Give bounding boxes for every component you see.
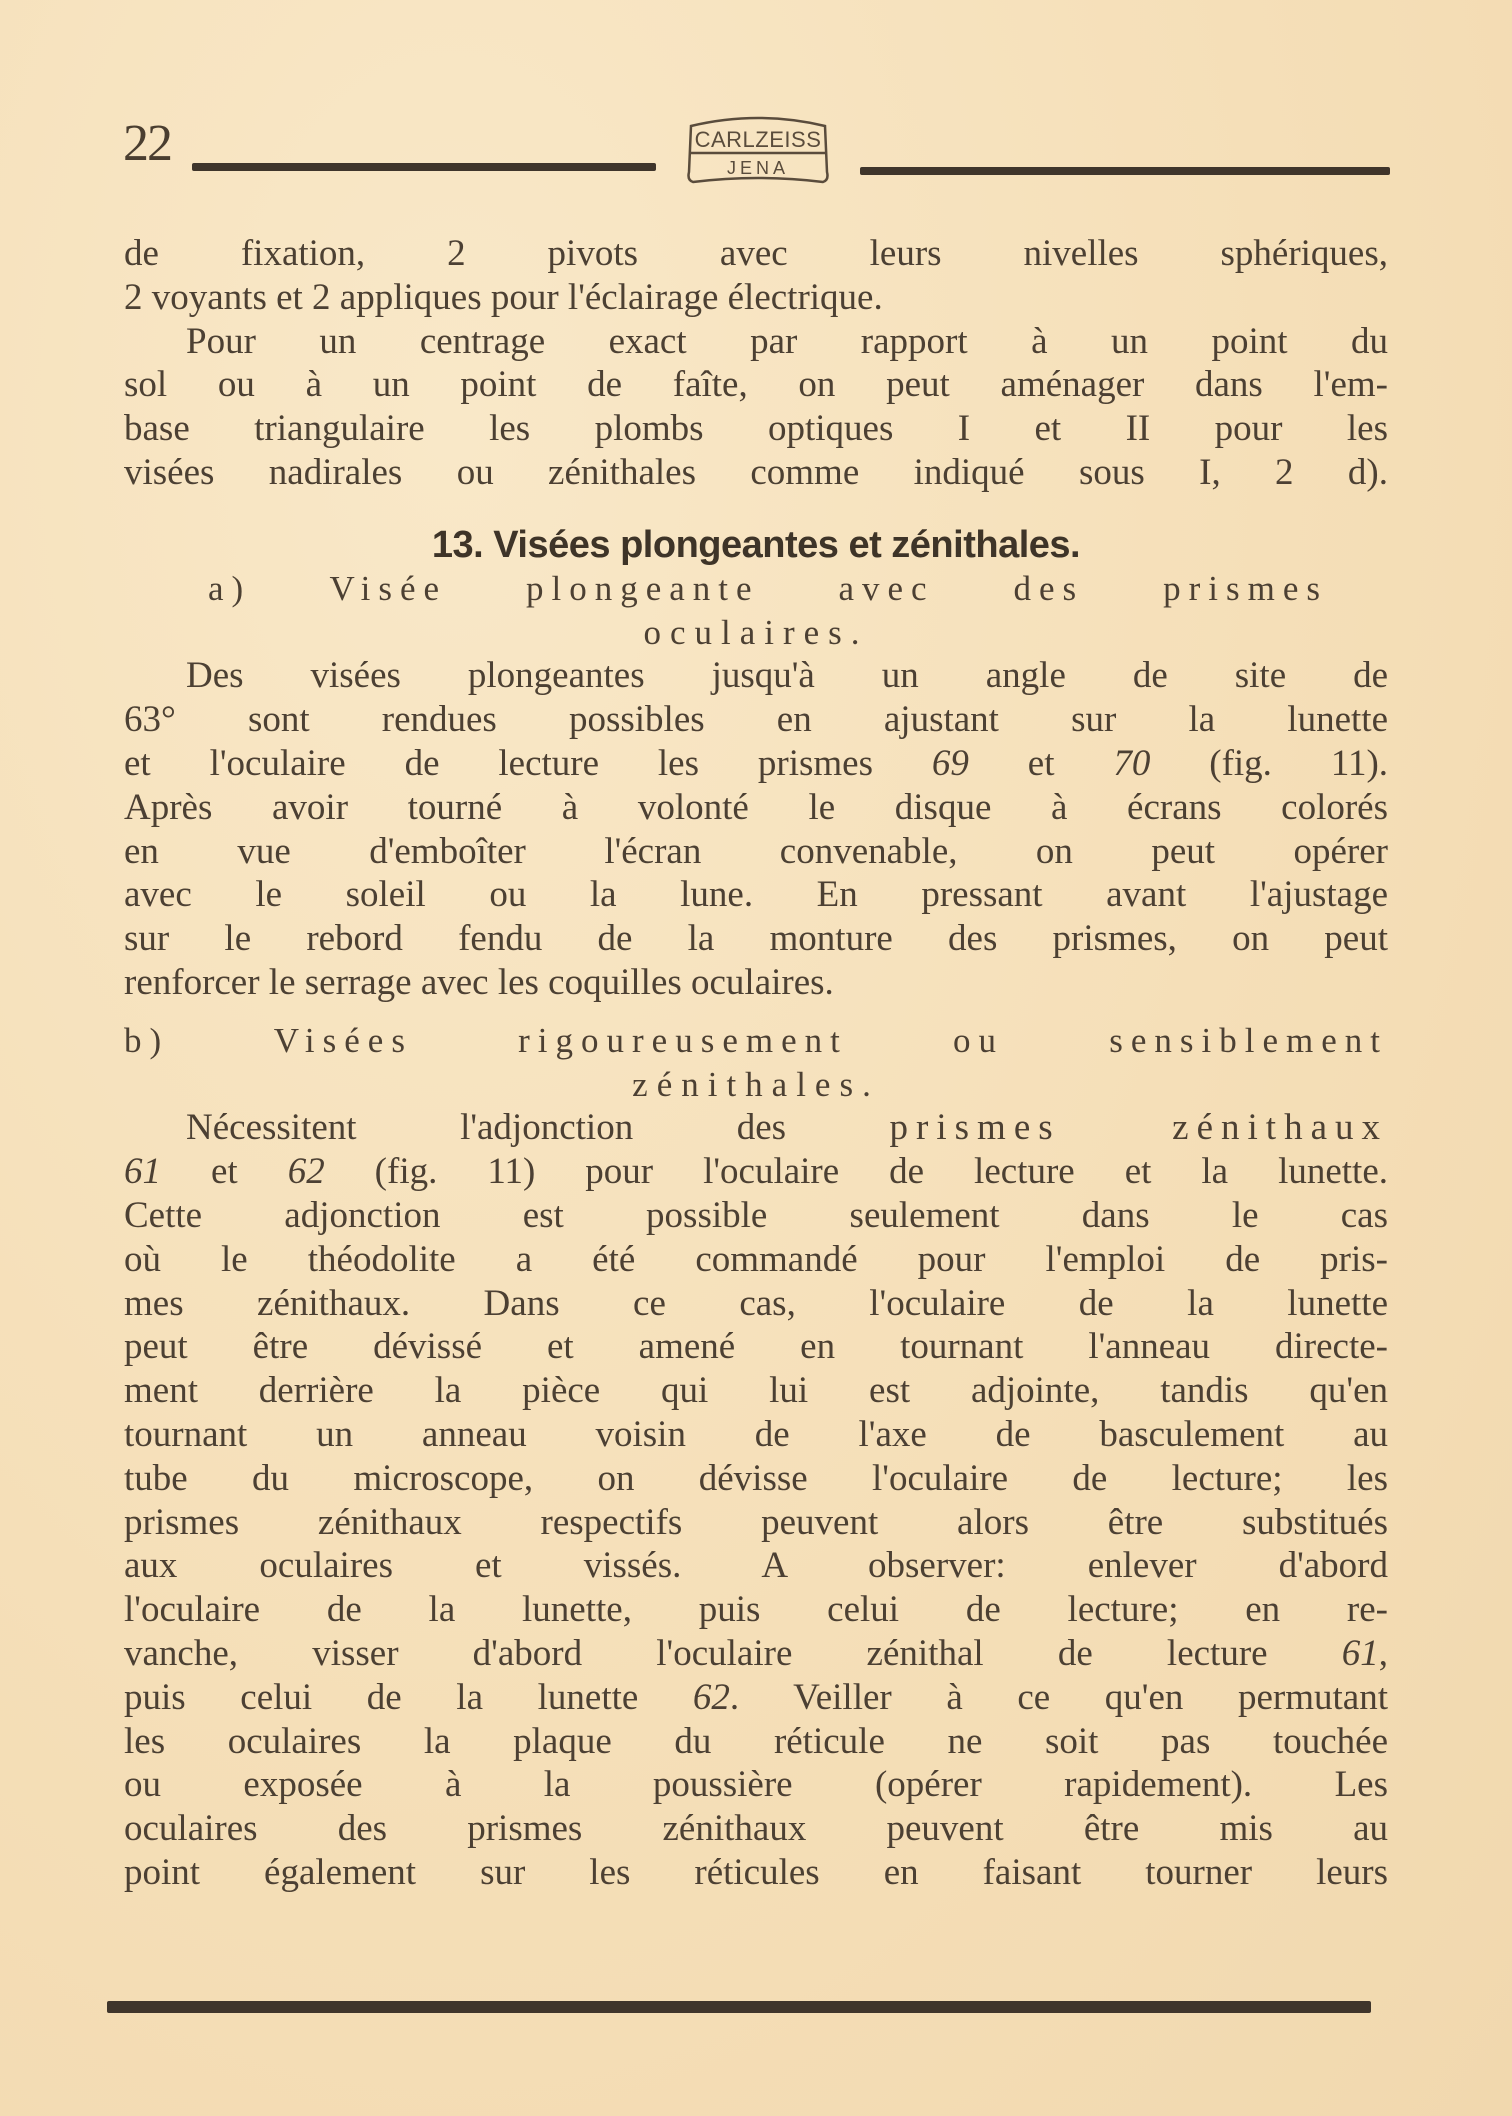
text-line: où le théodolite a été commandé pour l'emploi de pris-: [124, 1238, 1388, 1280]
footer-rule: [107, 2001, 1371, 2013]
text-line: sur le rebord fendu de la monture des prismes, on peut: [124, 918, 1388, 960]
text-line: point également sur les réticules en faisant tourner leurs: [124, 1851, 1388, 1893]
text-line: sol ou à un point de faîte, on peut aménager dans l'em-: [124, 364, 1388, 406]
subsection-b-heading-cont: zénithales.: [632, 1064, 880, 1104]
text-run: et: [161, 1151, 288, 1193]
text-line: [124, 1150, 1388, 1194]
text-line: tube du microscope, on dévisse l'oculaire de lecture; les: [124, 1457, 1388, 1499]
text-run: (fig. 11) pour l'oculaire de lecture et la lunette.: [324, 1151, 1389, 1193]
text-line: tournant un anneau voisin de l'axe de basculement au: [124, 1413, 1388, 1455]
logo-bottom-text: JENA: [726, 158, 790, 178]
text-run: Nécessitent l'adjonction des: [186, 1107, 890, 1149]
figure-ref: 62: [692, 1676, 730, 1718]
logo-top-text: CARLZEISS: [694, 127, 822, 152]
paragraph-first-line: Des visées plongeantes jusqu'à un angle de site de: [186, 655, 1388, 697]
section-heading: 13. Visées plongeantes et zénithales.: [431, 523, 1081, 566]
paragraph-first-line: [124, 1106, 1388, 1150]
text-line: en vue d'emboîter l'écran convenable, on peut opérer: [124, 830, 1388, 872]
subsection-a-heading: a) Visée plongeante avec des prismes: [208, 568, 1328, 608]
text-line: ou exposée à la poussière (opérer rapidement). Les: [124, 1764, 1388, 1806]
figure-ref: 62: [287, 1151, 325, 1193]
figure-ref: 70: [1113, 742, 1151, 784]
text-run: vanche, visser d'abord l'oculaire zénithal de lecture: [124, 1632, 1342, 1674]
header-rule-right: [860, 167, 1390, 175]
logo-icon: [683, 112, 833, 188]
page-number: 22: [123, 115, 171, 172]
text-line: prismes zénithaux respectifs peuvent alors être substitués: [124, 1501, 1388, 1543]
text-line: avec le soleil ou la lune. En pressant avant l'ajustage: [124, 874, 1388, 916]
text-line: aux oculaires et vissés. A observer: enlever d'abord: [124, 1545, 1388, 1587]
text-line: 63° sont rendues possibles en ajustant sur la lunette: [124, 699, 1388, 741]
text-line: [124, 1676, 1388, 1720]
text-run: . Veiller à ce qu'en permutant: [729, 1676, 1388, 1718]
text-line: ment derrière la pièce qui lui est adjointe, tandis qu'en: [124, 1370, 1388, 1412]
text-run: ,: [1378, 1632, 1388, 1674]
page-body: [124, 232, 1388, 1895]
text-line: et l'oculaire de lecture les prismes 69 et 70 (fig. 11).: [124, 742, 1389, 784]
text-line: 2 voyants et 2 appliques pour l'éclairage électrique.: [124, 276, 883, 318]
text-line: [124, 1632, 1388, 1676]
figure-ref: 61: [124, 1151, 161, 1193]
text-line: oculaires des prismes zénithaux peuvent être mis au: [124, 1808, 1388, 1850]
text-run: puis celui de la lunette: [124, 1676, 693, 1718]
text-line: Cette adjonction est possible seulement dans le cas: [124, 1194, 1388, 1236]
figure-ref: 61: [1341, 1632, 1379, 1674]
subsection-b-heading: b) Visées rigoureusement ou sensiblement: [124, 1020, 1388, 1060]
text-line: de fixation, 2 pivots avec leurs nivelles sphériques,: [124, 233, 1388, 274]
text-line: renforcer le serrage avec les coquilles oculaires.: [124, 961, 834, 1003]
text-line: les oculaires la plaque du réticule ne soit pas touchée: [124, 1720, 1388, 1762]
spaced-emphasis: prismes zénithaux: [889, 1107, 1388, 1149]
text-line: peut être dévissé et amené en tournant l'anneau directe-: [124, 1326, 1388, 1368]
subsection-a-heading-cont: oculaires.: [643, 612, 869, 652]
carl-zeiss-jena-logo: [683, 112, 833, 188]
text-line: visées nadirales ou zénithales comme indiqué sous I, 2 d).: [124, 451, 1388, 493]
text-line: mes zénithaux. Dans ce cas, l'oculaire de la lunette: [124, 1282, 1388, 1324]
text-line: Après avoir tourné à volonté le disque à écrans colorés: [124, 786, 1388, 828]
text-line: l'oculaire de la lunette, puis celui de lecture; en re-: [124, 1589, 1388, 1631]
paragraph-first-line: Pour un centrage exact par rapport à un point du: [186, 320, 1388, 362]
figure-ref: 69: [931, 742, 969, 784]
header-rule-left: [192, 163, 656, 171]
text-line: base triangulaire les plombs optiques I et II pour les: [124, 408, 1388, 450]
